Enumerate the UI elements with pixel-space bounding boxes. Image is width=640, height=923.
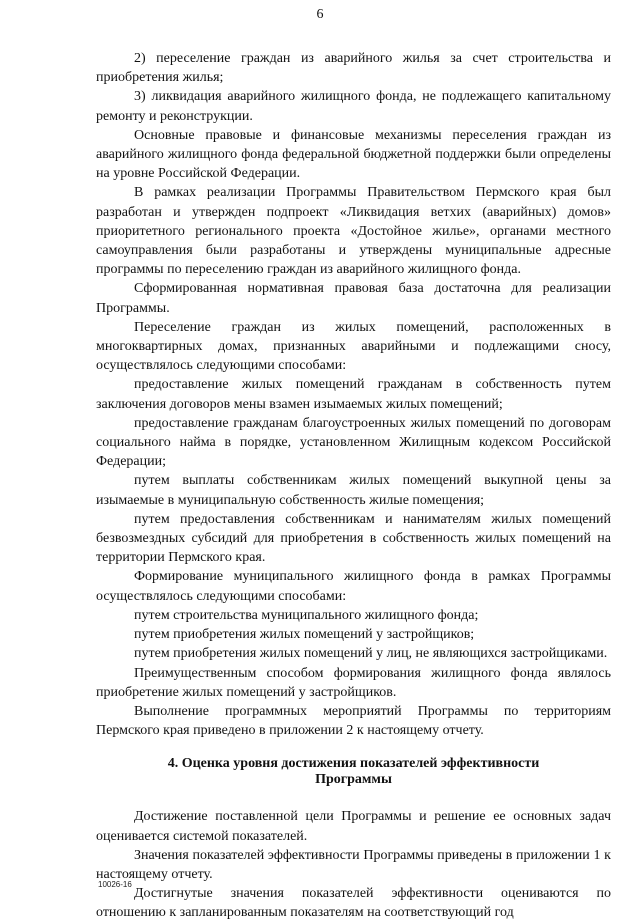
paragraph: путем выплаты собственникам жилых помещений выкупной цены за изымаемые в муниципальную собственность жилые помещения; bbox=[96, 473, 611, 508]
paragraph: Переселение граждан из жилых помещений, расположенных в многоквартирных домах, признанных аварийными и подлежащими сносу, осуществлялось следующими способами: bbox=[96, 319, 611, 374]
document-body bbox=[96, 49, 611, 923]
paragraph: путем приобретения жилых помещений у лиц, не являющихся застройщиками. bbox=[134, 646, 608, 662]
section-heading-line-2: Программы bbox=[315, 772, 392, 788]
paragraph: Достигнутые значения показателей эффективности оцениваются по отношению к запланированным показателям на соответствующий год bbox=[96, 886, 611, 921]
paragraph: Основные правовые и финансовые механизмы переселения граждан из аварийного жилищного фонда федеральной бюджетной поддержки были определены на уровне Российской Федерации. bbox=[96, 127, 611, 182]
paragraph: Преимущественным способом формирования жилищного фонда являлось приобретение жилых помещений у застройщиков. bbox=[96, 665, 611, 700]
paragraph: 3) ликвидация аварийного жилищного фонда, не подлежащего капитальному ремонту и реконструкции. bbox=[96, 89, 611, 124]
document-code: 10026-16 bbox=[98, 880, 132, 889]
paragraph: путем предоставления собственникам и нанимателям жилых помещений безвозмездных субсидий для приобретения в собственность жилых помещений на территории Пермского края. bbox=[96, 511, 611, 566]
paragraph: Значения показателей эффективности Программы приведены в приложении 1 к настоящему отчету. bbox=[96, 847, 611, 882]
paragraph: предоставление гражданам благоустроенных жилых помещений по договорам социального найма в порядке, установленном Жилищным кодексом Российской Федерации; bbox=[96, 415, 611, 470]
section-heading bbox=[96, 756, 611, 788]
paragraph: Выполнение программных мероприятий Программы по территориям Пермского края приведено в приложении 2 к настоящему отчету. bbox=[96, 703, 611, 739]
page-number: 6 bbox=[316, 7, 324, 22]
paragraph: предоставление жилых помещений гражданам в собственность путем заключения договоров мены взамен изымаемых жилых помещений; bbox=[96, 377, 611, 412]
paragraph: В рамках реализации Программы Правительством Пермского края был разработан и утвержден подпроект «Ликвидация ветхих (аварийных) домов» приоритетного регионального проекта «Достойное жилье», органами местного самоуправления были разработаны и утверждены муниципальные адресные программы по переселению граждан из аварийного жилищного фонда. bbox=[96, 185, 611, 278]
section-heading-line-1: 4. Оценка уровня достижения показателей эффективности bbox=[167, 756, 540, 772]
paragraph: Достижение поставленной цели Программы и решение ее основных задач оценивается системой показателей. bbox=[96, 809, 611, 844]
paragraph: 2) переселение граждан из аварийного жилья за счет строительства и приобретения жилья; bbox=[96, 51, 611, 86]
paragraph: Сформированная нормативная правовая база достаточна для реализации Программы. bbox=[96, 281, 611, 316]
paragraph: путем приобретения жилых помещений у застройщиков; bbox=[134, 627, 475, 643]
paragraph: путем строительства муниципального жилищного фонда; bbox=[134, 607, 479, 623]
paragraph: Формирование муниципального жилищного фонда в рамках Программы осуществлялось следующими способами: bbox=[96, 569, 611, 604]
